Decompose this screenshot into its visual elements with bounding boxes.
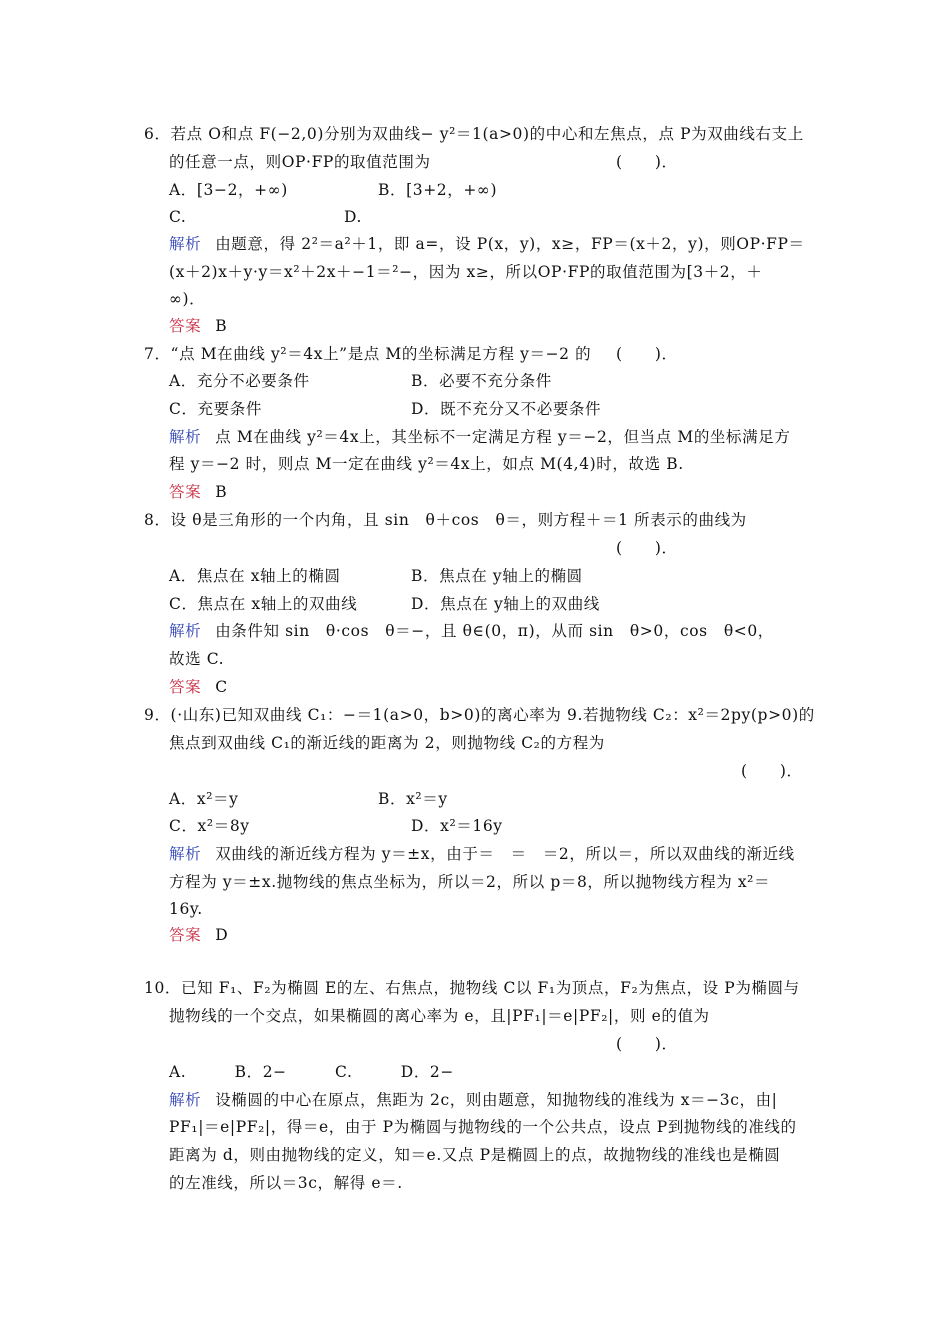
solution-label: 解析 bbox=[169, 235, 202, 253]
q8-stem-line1: 8．设 θ是三角形的一个内角，且 sin θ＋cos θ＝，则方程＋＝1 所表示的曲线为 bbox=[144, 511, 747, 529]
q10-stem-line1: 10．已知 F₁、F₂为椭圆 E的左、右焦点，抛物线 C以 F₁为顶点，F₂为焦点，设 P为椭圆与 bbox=[144, 979, 800, 997]
q8-option-c: C．焦点在 x轴上的双曲线 bbox=[169, 595, 358, 613]
q10-solution-line4: 的左准线，所以＝3c，解得 e＝. bbox=[169, 1174, 403, 1192]
q6-stem-line1: 6．若点 O和点 F(−2,0)分别为双曲线− y²＝1(a>0)的中心和左焦点，点 P为双曲线右支上 bbox=[144, 125, 804, 143]
q6-option-d: D. bbox=[344, 208, 363, 226]
q7-option-d: D．既不充分又不必要条件 bbox=[411, 400, 602, 418]
q8-option-b: B．焦点在 y轴上的椭圆 bbox=[411, 567, 583, 585]
q7-stem-line1: 7．“点 M在曲线 y²＝4x上”是点 M的坐标满足方程 y＝−2 的 bbox=[144, 345, 592, 363]
q9-solution-text1: 双曲线的渐近线方程为 y＝±x，由于＝ ＝ ＝2，所以＝，所以双曲线的渐近线 bbox=[215, 845, 795, 863]
q6-answer-paren: ( )． bbox=[616, 153, 678, 171]
q7-option-c: C．充要条件 bbox=[169, 400, 262, 418]
q9-solution-line1 bbox=[169, 844, 795, 864]
answer-label: 答案 bbox=[169, 678, 202, 696]
q6-solution-text1: 由题意，得 2²＝a²＋1，即 a=，设 P(x，y)，x≥，FP＝(x＋2，y)，则OP·FP＝ bbox=[215, 235, 805, 253]
q6-option-c: C. bbox=[169, 208, 187, 226]
q6-option-b: B．[3+2，+∞) bbox=[378, 181, 498, 199]
q10-answer-paren: ( )． bbox=[616, 1035, 678, 1053]
q8-answer-value: C bbox=[215, 678, 228, 696]
q7-option-a: A．充分不必要条件 bbox=[169, 372, 310, 390]
q8-option-a: A．焦点在 x轴上的椭圆 bbox=[169, 567, 341, 585]
q9-solution-line3: 16y. bbox=[169, 900, 203, 918]
answer-label: 答案 bbox=[169, 926, 202, 944]
q9-answer-paren: ( )． bbox=[741, 762, 803, 780]
answer-label: 答案 bbox=[169, 317, 202, 335]
q8-answer-line bbox=[169, 677, 228, 697]
q8-solution-text1: 由条件知 sin θ·cos θ＝−，且 θ∈(0，π)，从而 sin θ>0，cos θ<0， bbox=[215, 622, 774, 640]
solution-label: 解析 bbox=[169, 1091, 202, 1109]
q9-stem-line1: 9．(·山东)已知双曲线 C₁：−＝1(a>0，b>0)的离心率为 9.若抛物线 C₂：x²＝2py(p>0)的 bbox=[144, 706, 815, 724]
q8-option-d: D．焦点在 y轴上的双曲线 bbox=[411, 595, 600, 613]
q7-answer-value: B bbox=[215, 483, 228, 501]
q9-solution-line2: 方程为 y＝±x.抛物线的焦点坐标为，所以＝2，所以 p＝8，所以抛物线方程为 x²＝ bbox=[169, 873, 771, 891]
q7-option-b: B．必要不充分条件 bbox=[411, 372, 552, 390]
q7-solution-line1 bbox=[169, 427, 790, 447]
q8-solution-line1 bbox=[169, 621, 774, 641]
q6-solution-line3: ∞)． bbox=[169, 290, 206, 308]
q7-solution-line2: 程 y＝−2 时，则点 M一定在曲线 y²＝4x上，如点 M(4,4)时，故选 B. bbox=[169, 455, 684, 473]
q10-solution-line2: PF₁|＝e|PF₂|，得＝e，由于 P为椭圆与抛物线的一个公共点，设点 P到抛物线的准线的 bbox=[169, 1118, 797, 1136]
solution-label: 解析 bbox=[169, 622, 202, 640]
q6-option-a: A．[3−2，+∞) bbox=[169, 181, 288, 199]
q6-answer-value: B bbox=[215, 317, 228, 335]
answer-label: 答案 bbox=[169, 483, 202, 501]
q9-stem-line2: 焦点到双曲线 C₁的渐近线的距离为 2，则抛物线 C₂的方程为 bbox=[169, 734, 605, 752]
q8-answer-paren: ( )． bbox=[616, 539, 678, 557]
q10-solution-text1: 设椭圆的中心在原点，焦距为 2c，则由题意，知抛物线的准线为 x＝−3c，由| bbox=[215, 1091, 778, 1109]
q9-option-d: D．x²＝16y bbox=[411, 817, 503, 835]
q10-options: A. B．2− C. D．2− bbox=[169, 1063, 454, 1081]
q7-solution-text1: 点 M在曲线 y²＝4x上，其坐标不一定满足方程 y＝−2，但当点 M的坐标满足方 bbox=[215, 428, 791, 446]
q8-solution-line2: 故选 C. bbox=[169, 650, 225, 668]
q6-solution-line1 bbox=[169, 234, 805, 254]
q9-answer-line bbox=[169, 925, 228, 945]
q9-option-c: C．x²＝8y bbox=[169, 817, 250, 835]
q6-answer-line bbox=[169, 316, 227, 336]
q6-solution-line2: (x＋2)x＋y·y＝x²＋2x＋−1＝²−，因为 x≥，所以OP·FP的取值范围为[3＋2，＋ bbox=[169, 263, 763, 281]
q9-option-a: A．x²＝y bbox=[169, 790, 239, 808]
q6-stem-line2: 的任意一点，则OP·FP的取值范围为 bbox=[169, 153, 431, 171]
q10-solution-line3: 距离为 d，则由抛物线的定义，知＝e.又点 P是椭圆上的点，故抛物线的准线也是椭圆 bbox=[169, 1146, 781, 1164]
q7-answer-line bbox=[169, 482, 227, 502]
q9-option-b: B．x²＝y bbox=[378, 790, 448, 808]
solution-label: 解析 bbox=[169, 428, 202, 446]
q10-stem-line2: 抛物线的一个交点，如果椭圆的离心率为 e，且|PF₁|＝e|PF₂|，则 e的值为 bbox=[169, 1007, 710, 1025]
q7-answer-paren: ( )． bbox=[616, 345, 678, 363]
q10-solution-line1 bbox=[169, 1090, 778, 1110]
solution-label: 解析 bbox=[169, 845, 202, 863]
q9-answer-value: D bbox=[215, 926, 229, 944]
